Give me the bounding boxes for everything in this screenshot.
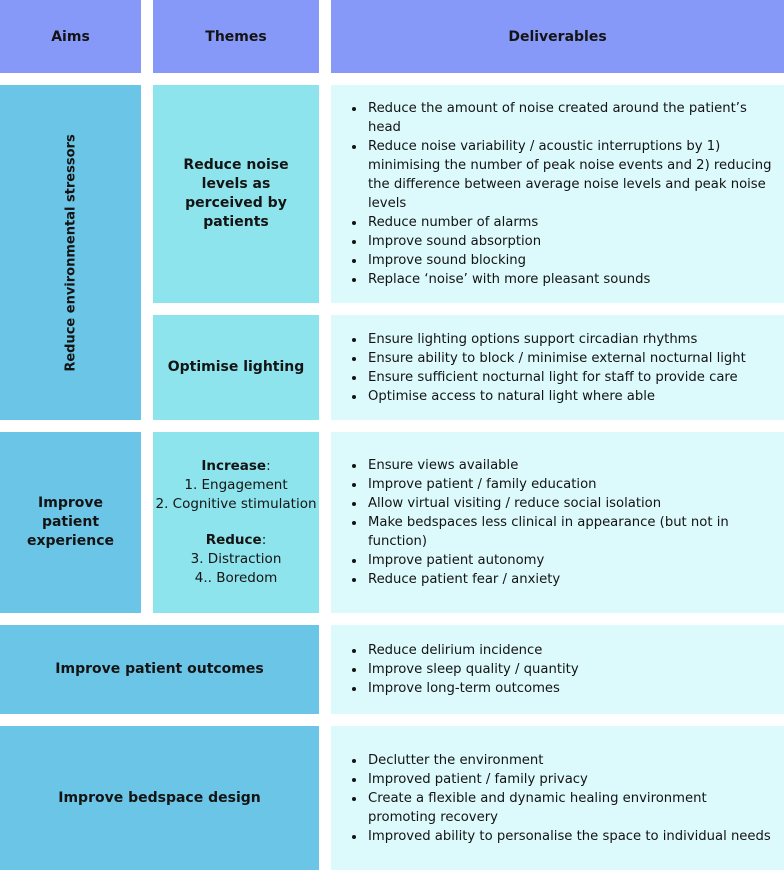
aim-environmental-stressors — [0, 85, 141, 420]
list-item: • Make bedspaces less clinical in appearance (but not in function) — [366, 513, 776, 551]
deliverables-noise-list — [347, 99, 776, 289]
aim-patient-outcomes — [0, 625, 319, 714]
theme-lighting — [153, 315, 319, 420]
list-item: • Improve sound absorption — [366, 232, 776, 251]
list-item: • Improve patient autonomy — [366, 551, 776, 570]
theme-reduce-colon: : — [261, 532, 267, 548]
theme-increase-label: Increase — [201, 458, 267, 474]
list-item: • Improve sleep quality / quantity — [366, 660, 579, 679]
list-item: • Reduce noise variability / acoustic interruptions by 1) minimising the number of peak noise events and 2) reducing the difference between average noise levels and peak noise levels — [366, 137, 776, 213]
list-item: • Ensure ability to block / minimise external nocturnal light — [366, 349, 746, 368]
theme-reduce-item: 3. Distraction — [190, 551, 282, 567]
header-themes — [153, 0, 319, 73]
list-item: • Ensure views available — [366, 456, 776, 475]
header-deliverables — [331, 0, 784, 73]
deliverables-outcomes — [331, 625, 784, 714]
deliverables-bedspace-list — [347, 751, 776, 846]
header-themes-label: Themes — [205, 28, 267, 45]
deliverables-experience — [331, 432, 784, 613]
list-item: • Improved ability to personalise the space to individual needs — [366, 827, 776, 846]
list-item: • Allow virtual visiting / reduce social isolation — [366, 494, 776, 513]
list-item: • Improve long-term outcomes — [366, 679, 579, 698]
list-item: • Ensure lighting options support circadian rhythms — [366, 330, 746, 349]
list-item: • Ensure sufficient nocturnal light for staff to provide care — [366, 368, 746, 387]
theme-experience-stack — [155, 457, 316, 588]
list-item: • Declutter the environment — [366, 751, 776, 770]
theme-noise-label: Reduce noise levels as perceived by patients — [183, 157, 289, 230]
aim-patient-experience-label: Improve patient experience — [26, 495, 114, 549]
theme-reduce-heading — [155, 531, 316, 550]
list-item: • Reduce patient fear / anxiety — [366, 570, 776, 589]
theme-reduce-item: 4.. Boredom — [194, 570, 278, 586]
list-item: • Create a flexible and dynamic healing environment promoting recovery — [366, 789, 776, 827]
list-item: • Improve patient / family education — [366, 475, 776, 494]
header-deliverables-label: Deliverables — [508, 28, 607, 45]
header-aims-label: Aims — [51, 28, 90, 45]
deliverables-outcomes-list — [347, 641, 579, 698]
aim-patient-outcomes-label: Improve patient outcomes — [55, 661, 264, 677]
list-item: • Replace ‘noise’ with more pleasant sounds — [366, 270, 776, 289]
theme-increase-colon: : — [266, 458, 271, 474]
list-item: • Improved patient / family privacy — [366, 770, 776, 789]
list-item: • Optimise access to natural light where able — [366, 387, 746, 406]
deliverables-noise — [331, 85, 784, 303]
list-item: • Reduce delirium incidence — [366, 641, 579, 660]
theme-lighting-label: Optimise lighting — [167, 359, 305, 375]
theme-gap — [155, 514, 316, 531]
list-item: • Reduce number of alarms — [366, 213, 776, 232]
deliverables-bedspace — [331, 726, 784, 870]
deliverables-lighting — [331, 315, 784, 420]
list-item: • Improve sound blocking — [366, 251, 776, 270]
aim-patient-experience — [0, 432, 141, 613]
deliverables-experience-list — [347, 456, 776, 589]
theme-increase-heading — [155, 457, 316, 476]
theme-increase-item: 2. Cognitive stimulation — [155, 496, 317, 512]
aim-environmental-stressors-label: Reduce environmental stressors — [63, 133, 78, 372]
theme-reduce-label: Reduce — [205, 532, 262, 548]
theme-increase-item: 1. Engagement — [184, 477, 288, 493]
header-aims — [0, 0, 141, 73]
list-item: • Reduce the amount of noise created around the patient’s head — [366, 99, 776, 137]
deliverables-lighting-list — [347, 330, 746, 406]
aim-bedspace-design — [0, 726, 319, 870]
theme-noise — [153, 85, 319, 303]
theme-experience — [153, 432, 319, 613]
aim-bedspace-design-label: Improve bedspace design — [58, 789, 261, 806]
